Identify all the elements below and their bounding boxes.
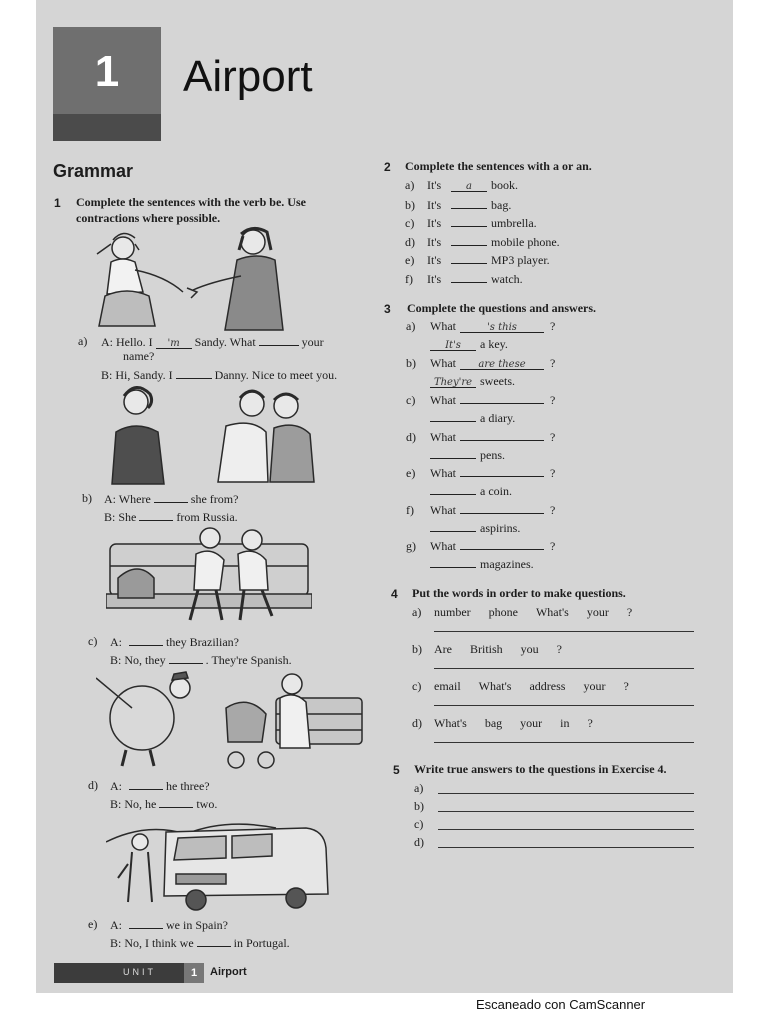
ex1-a-line2: name? [123, 349, 155, 363]
ex1-d-label: d) [88, 778, 98, 792]
ex3-question-mark: ? [550, 393, 556, 407]
ex2-item-blank[interactable] [451, 214, 487, 227]
ex2-item-label: b) [405, 197, 415, 212]
ex1-b-b-text-post: from Russia. [176, 510, 238, 524]
ex2-item-text-pre: It's [427, 234, 442, 249]
ex2-item-text-post: book. [491, 178, 518, 192]
scanner-watermark: Escaneado con CamScanner [476, 997, 646, 1012]
ex1-a-speaker-b: B: [101, 368, 113, 382]
ex4-item [412, 604, 650, 620]
ex2-item-label: e) [405, 253, 415, 268]
ex1-b-label: b) [82, 491, 92, 505]
ex4-word: ? [626, 605, 633, 619]
ex3-question [406, 501, 555, 518]
ex2-number: 2 [384, 160, 391, 174]
section-heading: Grammar [53, 161, 134, 181]
worksheet-page [36, 0, 733, 993]
ex2-item [405, 251, 550, 268]
ex3-answer-text: a diary. [480, 411, 516, 425]
ex5-instruction: Write true answers to the questions in Exercise 4. [414, 762, 667, 776]
ex2-item-text-post: bag. [491, 197, 512, 212]
ex3-instruction: Complete the questions and answers. [407, 301, 597, 315]
ex4-item-label: c) [412, 679, 422, 693]
ex2-item-text-pre: It's [427, 178, 442, 192]
ex1-b-speaker-a: A: [104, 492, 116, 506]
ex3-item-label: g) [406, 539, 416, 553]
ex2-instruction: Complete the sentences with a or an. [405, 159, 592, 173]
ex3-question-mark: ? [550, 539, 556, 553]
ex3-question-word: What [430, 319, 456, 333]
ex2-item [405, 177, 518, 193]
illustration-camper-van [106, 812, 376, 912]
ex1-e-line2 [110, 934, 290, 951]
ex1-c-speaker-a: A: [110, 635, 122, 649]
ex4-word: number [434, 605, 471, 619]
ex1-e-b-text-post: in Portugal. [233, 936, 290, 950]
ex2-item-text-pre: It's [427, 272, 442, 286]
ex3-question [406, 428, 555, 445]
ex1-c-speaker-b: B: [110, 653, 122, 667]
ex3-question-word: What [430, 355, 456, 370]
ex2-item-blank[interactable] [451, 233, 487, 246]
illustration-women-on-bench [106, 524, 312, 624]
ex3-item-label: a) [406, 319, 416, 333]
ex1-d-b-text-pre: No, he [124, 797, 157, 811]
ex4-word: What's [434, 716, 467, 730]
ex3-question-word: What [430, 539, 456, 553]
ex3-question [406, 318, 555, 334]
ex3-answer-text: a key. [480, 337, 508, 351]
ex1-b-blank-2[interactable] [139, 508, 173, 521]
ex4-word: address [529, 679, 566, 693]
ex3-answer [430, 482, 512, 499]
ex2-item-blank[interactable] [451, 196, 487, 209]
ex3-question-blank[interactable]: are these [460, 357, 544, 370]
ex1-b-text-post: she from? [190, 492, 239, 506]
ex4-word: ? [556, 642, 562, 656]
ex4-item-label: d) [412, 716, 422, 730]
ex5-item-label: c) [414, 817, 424, 831]
ex3-answer [430, 555, 534, 572]
ex1-c-line2 [110, 651, 292, 668]
ex5-answer-line[interactable] [438, 829, 694, 830]
ex4-answer-line[interactable] [434, 742, 694, 743]
ex3-answer-blank[interactable]: They're [430, 375, 476, 388]
ex5-item-label: b) [414, 799, 424, 813]
ex1-a-blank-1[interactable]: 'm [156, 336, 192, 349]
ex5-answer-line[interactable] [438, 811, 694, 812]
ex2-item-text-post: umbrella. [491, 216, 537, 231]
ex2-item [405, 196, 511, 213]
ex3-answer-blank[interactable]: It's [430, 338, 476, 351]
ex1-a-text-post: your [301, 335, 324, 349]
ex3-question-mark: ? [550, 355, 556, 370]
ex1-instruction-line1: Complete the sentences with the verb be. Use [76, 195, 306, 209]
ex4-word: in [560, 716, 570, 730]
ex4-word: your [520, 716, 543, 730]
ex2-item-label: a) [405, 178, 415, 192]
ex3-item-label: f) [406, 502, 414, 517]
ex1-e-blank-2[interactable] [197, 934, 231, 947]
ex4-item [412, 641, 580, 657]
illustration-woman-with-pram [96, 668, 366, 774]
ex4-word: Are [434, 642, 452, 656]
ex1-e-blank-1[interactable] [129, 916, 163, 929]
ex1-c-b-text-pre: No, they [124, 653, 166, 667]
ex3-question-mark: ? [550, 319, 556, 333]
footer-title: Airport [210, 966, 247, 978]
ex1-a-b-text-pre: Hi, Sandy. I [115, 368, 173, 382]
ex1-d-text-post: he three? [166, 779, 210, 793]
ex3-answer [430, 446, 505, 463]
ex2-item-blank[interactable] [451, 270, 487, 283]
illustration-greeting [91, 226, 291, 332]
unit-number: 1 [94, 47, 120, 96]
ex5-number: 5 [393, 763, 400, 777]
ex3-answer [430, 409, 515, 426]
ex1-b-text-pre: Where [118, 492, 151, 506]
ex1-e-speaker-a: A: [110, 918, 122, 932]
ex1-a-label: a) [78, 334, 88, 348]
ex2-item-text-post: mobile phone. [491, 234, 560, 249]
ex4-answer-line[interactable] [434, 705, 694, 706]
ex3-answer-text: a coin. [480, 484, 512, 498]
ex4-item [412, 678, 647, 694]
ex1-e-speaker-b: B: [110, 936, 122, 950]
ex1-number: 1 [54, 196, 61, 210]
ex1-d-b-text-post: two. [196, 797, 218, 811]
ex4-word: What's [478, 679, 512, 693]
ex3-answer-blank[interactable] [430, 482, 476, 495]
ex1-b-line2 [104, 508, 238, 525]
ex1-instruction [76, 194, 396, 226]
ex3-question-blank[interactable] [460, 464, 544, 477]
ex3-question-word: What [430, 393, 456, 407]
ex4-item-label: a) [412, 605, 422, 619]
ex3-item-label: c) [406, 393, 416, 407]
ex3-question-blank[interactable] [460, 428, 544, 441]
footer-unit-label: UNIT [123, 967, 156, 977]
ex4-number: 4 [391, 587, 398, 601]
ex3-question [406, 537, 555, 554]
ex4-answer-line[interactable] [434, 668, 694, 669]
ex5-answer-line[interactable] [438, 793, 694, 794]
ex3-question-blank[interactable] [460, 537, 544, 550]
ex1-b-speaker-b: B: [104, 510, 116, 524]
ex3-question [406, 355, 555, 371]
ex3-item-label: d) [406, 429, 416, 444]
ex5-item-label: d) [414, 835, 424, 849]
ex4-word: ? [587, 716, 593, 730]
ex3-answer-blank[interactable] [430, 446, 476, 459]
ex1-instruction-line2: contractions where possible. [76, 211, 221, 225]
ex5-answer-line[interactable] [438, 847, 694, 848]
ex3-question-blank[interactable] [460, 391, 544, 404]
ex1-d-speaker-b: B: [110, 797, 122, 811]
ex1-d-blank-2[interactable] [159, 795, 193, 808]
ex1-e-b-text-pre: No, I think we [124, 936, 194, 950]
ex2-item-text-pre: It's [427, 253, 442, 268]
illustration-people-talking [106, 382, 326, 486]
ex1-a-blank-2[interactable] [259, 333, 299, 346]
ex1-c-line1 [110, 633, 239, 650]
ex1-c-blank-2[interactable] [169, 651, 203, 664]
ex3-question-word: What [430, 502, 456, 517]
ex2-item-label: f) [405, 272, 413, 286]
ex3-question-blank[interactable]: 's this [460, 320, 544, 333]
ex3-item-label: b) [406, 355, 416, 370]
ex1-a-blank-3[interactable] [176, 366, 212, 379]
ex2-item-text-pre: It's [427, 216, 442, 231]
ex2-item-label: c) [405, 216, 415, 231]
ex3-answer-text: sweets. [480, 373, 515, 388]
ex1-d-speaker-a: A: [110, 779, 122, 793]
ex4-word: your [586, 605, 609, 619]
ex1-d-blank-1[interactable] [129, 777, 163, 790]
ex4-word: What's [535, 605, 569, 619]
ex3-answer-blank[interactable] [430, 409, 476, 422]
ex1-a-speaker-a: A: [101, 335, 113, 349]
ex3-question-blank[interactable] [460, 501, 544, 514]
ex1-c-b-text-post: . They're Spanish. [205, 653, 292, 667]
ex3-question [406, 391, 555, 408]
unit-number-box [53, 27, 161, 141]
ex1-b-blank-1[interactable] [154, 490, 188, 503]
ex3-answer-text: magazines. [480, 557, 534, 571]
ex2-item-blank[interactable]: a [451, 179, 487, 192]
ex5-item-label: a) [414, 781, 424, 795]
ex1-c-text-post: they Brazilian? [166, 635, 239, 649]
ex3-answer-blank[interactable] [430, 519, 476, 532]
ex2-item-label: d) [405, 234, 415, 249]
ex3-question-word: What [430, 429, 456, 444]
ex4-answer-line[interactable] [434, 631, 694, 632]
ex4-item-label: b) [412, 642, 422, 656]
ex2-item [405, 214, 537, 231]
unit-number-box-band [53, 114, 161, 141]
ex3-answer-text: pens. [480, 447, 505, 462]
ex3-answer [430, 336, 508, 352]
footer-unit-number: 1 [184, 963, 204, 983]
ex1-a-b-text-post: Danny. Nice to meet you. [214, 368, 338, 382]
ex4-word: bag [484, 716, 503, 730]
ex3-question [406, 464, 555, 481]
ex2-item-text-post: MP3 player. [491, 253, 550, 268]
ex2-item [405, 270, 523, 287]
ex1-e-line1 [110, 916, 228, 933]
footer-unit-bar [54, 963, 198, 983]
unit-title: Airport [183, 52, 313, 101]
ex3-question-mark: ? [550, 466, 556, 480]
ex4-word: ? [623, 679, 629, 693]
ex3-answer-blank[interactable] [430, 555, 476, 568]
ex1-d-line2 [110, 795, 217, 812]
ex2-item-text-post: watch. [491, 272, 523, 286]
ex2-item-blank[interactable] [451, 251, 487, 264]
ex1-a-line3 [101, 366, 337, 383]
ex1-c-label: c) [88, 634, 98, 648]
ex4-word: email [434, 679, 461, 693]
ex1-b-line1 [104, 490, 238, 507]
ex2-item [405, 233, 560, 250]
ex4-word: phone [488, 605, 518, 619]
ex4-word: you [520, 642, 539, 656]
ex4-word: British [470, 642, 503, 656]
ex3-answer [430, 519, 520, 536]
ex1-b-b-text-pre: She [118, 510, 137, 524]
ex2-item-text-pre: It's [427, 197, 442, 212]
ex4-word: your [583, 679, 606, 693]
ex3-question-mark: ? [550, 429, 556, 444]
ex1-e-text-post: we in Spain? [166, 918, 228, 932]
ex1-a-text-mid: Sandy. What [194, 335, 256, 349]
ex1-d-line1 [110, 777, 210, 794]
ex3-answer-text: aspirins. [480, 520, 521, 535]
ex3-question-word: What [430, 466, 456, 480]
ex3-number: 3 [384, 302, 391, 316]
ex3-answer [430, 373, 515, 389]
ex4-instruction: Put the words in order to make questions. [412, 586, 626, 600]
ex1-c-blank-1[interactable] [129, 633, 163, 646]
ex1-a-text-pre: Hello. I [116, 335, 153, 349]
ex3-question-mark: ? [550, 502, 556, 517]
ex1-e-label: e) [88, 917, 98, 931]
ex4-item [412, 715, 611, 731]
ex3-item-label: e) [406, 466, 416, 480]
